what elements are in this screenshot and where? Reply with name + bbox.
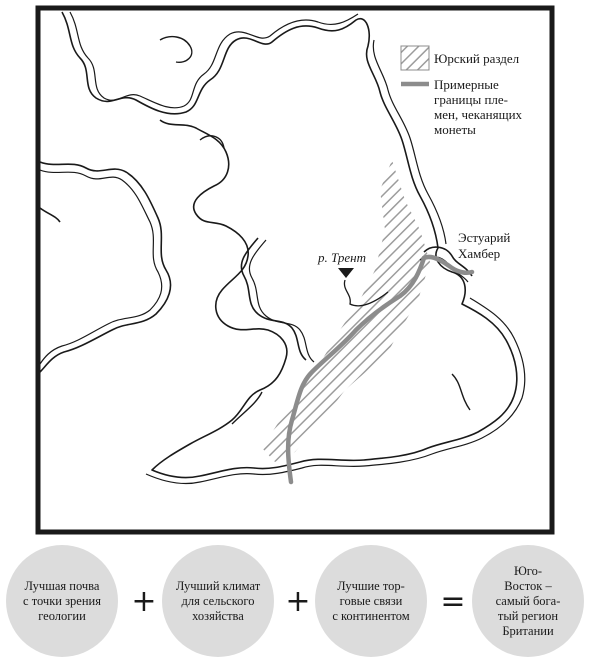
factor-trade [315,545,427,657]
humber-estuary-label: Эстуарий Хамбер [458,230,511,261]
factor-climate [162,545,274,657]
equals-operator: = [440,584,466,619]
plus-operator-1: + [131,584,157,619]
result-southeast [472,545,584,657]
legend-borders-label: Примерные границы пле- мен, чеканящих монеты [434,77,523,137]
result-southeast-text: Юго- Восток – самый бога- тый регион Британии [495,563,561,638]
factor-climate-text: Лучший климат для сельского хозяйства [175,578,261,623]
equation-row [0,545,590,665]
plus-operator-2: + [285,584,311,619]
factor-soil-text: Лучшая почва с точки зрения геологии [23,578,101,623]
legend-hatch-swatch [401,46,429,70]
legend-jurassic-label: Юрский раздел [434,51,520,66]
factor-trade-text: Лучшие тор- говые связи с континентом [332,578,410,623]
factor-soil [6,545,118,657]
river-trent-label: р. Трент [318,250,367,265]
